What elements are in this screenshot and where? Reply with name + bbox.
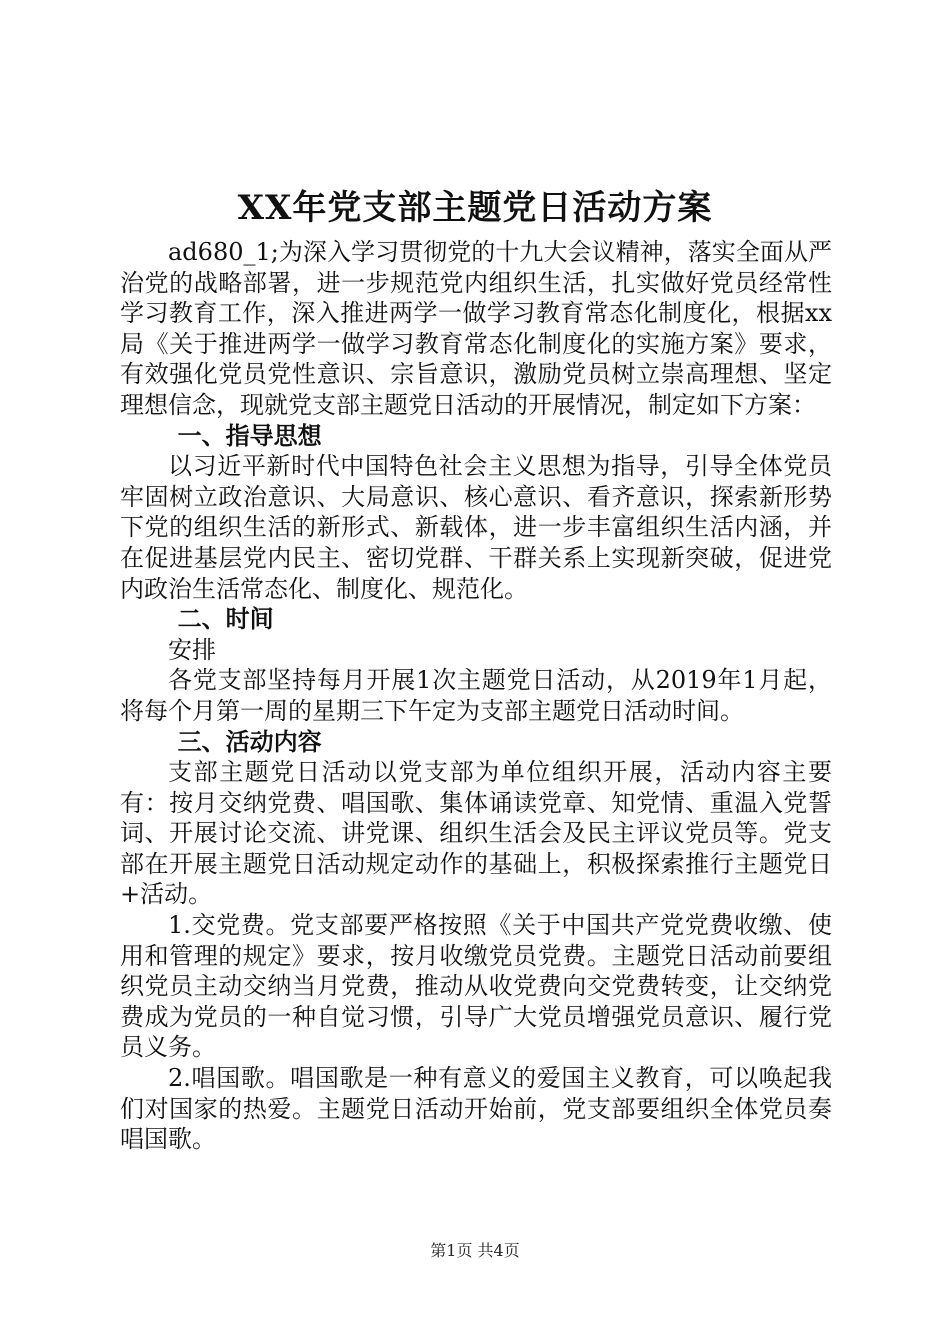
list-item-national-anthem: 2.唱国歌。唱国歌是一种有意义的爱国主义教育，可以唤起我们对国家的热爱。主题党日活动开始前，党支部要组织全体党员奏唱国歌。 <box>120 1064 832 1154</box>
section-heading-activity-content: 三、活动内容 <box>177 727 322 756</box>
section-paragraph-activity-content: 支部主题党日活动以党支部为单位组织开展，活动内容主要有：按月交纳党费、唱国歌、集体诵读党章、知党情、重温入党誓词、开展讨论交流、讲党课、组织生活会及民主评议党员等。党支部在开展主题党日活动规定动作的基础上，积极探索推行主题党日+活动。 <box>120 758 832 909</box>
document-body <box>120 237 832 1155</box>
section-heading-guiding-ideology: 一、指导思想 <box>177 421 322 450</box>
section-heading-time: 二、时间 <box>177 605 274 634</box>
page-number-footer: 第1页 共4页 <box>430 1241 520 1260</box>
section-paragraph-guiding-ideology: 以习近平新时代中国特色社会主义思想为指导，引导全体党员牢固树立政治意识、大局意识、核心意识、看齐意识，探索新形势下党的组织生活的新形式、新载体，进一步丰富组织生活内涵，并在促进基层党内民主、密切党群、干群关系上实现新突破，促进党内政治生活常态化、制度化、规范化。 <box>120 452 832 603</box>
list-item-party-dues: 1.交党费。党支部要严格按照《关于中国共产党党费收缴、使用和管理的规定》要求，按月收缴党员党费。主题党日活动前要组织党员主动交纳当月党费，推动从收党费向交党费转变，让交纳党费成为党员的一种自觉习惯，引导广大党员增强党员意识、履行党员义务。 <box>120 911 832 1062</box>
section-paragraph-time: 各党支部坚持每月开展1次主题党日活动，从2019年1月起，将每个月第一周的星期三下午定为支部主题党日活动时间。 <box>120 666 832 725</box>
intro-paragraph: ad680_1;为深入学习贯彻党的十九大会议精神，落实全面从严治党的战略部署，进一步规范党内组织生活，扎实做好党员经常性学习教育工作，深入推进两学一做学习教育常态化制度化，根据xx局《关于推进两学一做学习教育常态化制度化的实施方案》要求，有效强化党员党性意识、宗旨意识，激励党员树立崇高理想、坚定理想信念，现就党支部主题党日活动的开展情况，制定如下方案： <box>120 238 832 419</box>
section-subheading-arrangement: 安排 <box>168 635 216 664</box>
document-title: XX年党支部主题党日活动方案 <box>237 188 713 228</box>
